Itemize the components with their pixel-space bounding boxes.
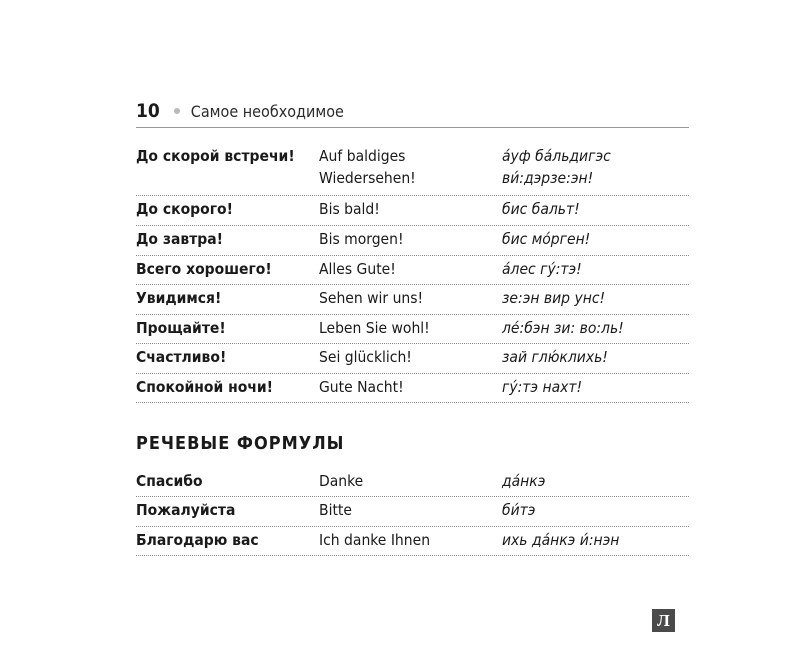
russian-phrase: Спокойной ночи! (136, 378, 274, 396)
transcription: гу́:тэ нахт! (502, 378, 583, 396)
german-phrase: Bitte (319, 501, 352, 519)
section-title: РЕЧЕВЫЕ ФОРМУЛЫ (136, 433, 345, 454)
russian-phrase: Всего хорошего! (136, 260, 272, 278)
transcription: зе:эн вир унс! (502, 289, 606, 307)
page-header (136, 100, 344, 124)
table-row (136, 226, 689, 256)
german-phrase: Sehen wir uns! (319, 289, 424, 307)
german-phrase: Bis morgen! (319, 230, 404, 248)
running-title: Самое необходимое (190, 102, 344, 121)
transcription: ле́:бэн зи: во:ль! (502, 319, 624, 337)
transcription-line2: ви́:дэрзе:эн! (502, 169, 594, 187)
table-row (136, 344, 689, 374)
german-phrase: Bis bald! (319, 200, 380, 218)
german-phrase: Ich danke Ihnen (319, 531, 431, 549)
header-bullet (174, 108, 180, 114)
russian-phrase: Спасибо (136, 472, 203, 490)
russian-phrase: Увидимся! (136, 289, 222, 307)
table-row (136, 285, 689, 315)
transcription: би́тэ (502, 501, 536, 519)
table-row (136, 374, 689, 403)
russian-phrase: Счастливо! (136, 348, 227, 366)
table-row (136, 143, 689, 196)
header-rule (136, 127, 689, 128)
german-phrase: Sei glücklich! (319, 348, 412, 366)
page-number: 10 (136, 100, 160, 122)
table-row (136, 497, 689, 527)
russian-phrase: Благодарю вас (136, 531, 259, 549)
transcription: бис бальт! (502, 200, 580, 218)
german-phrase: Alles Gute! (319, 260, 396, 278)
table-row (136, 196, 689, 226)
russian-phrase: До завтра! (136, 230, 224, 248)
transcription: бис мо́рген! (502, 230, 591, 248)
german-phrase: Leben Sie wohl! (319, 319, 430, 337)
russian-phrase: До скорого! (136, 200, 233, 218)
table-row (136, 315, 689, 344)
table-row (136, 527, 689, 556)
table-row (136, 256, 689, 285)
german-phrase-line2: Wiedersehen! (319, 169, 416, 187)
russian-phrase: Прощайте! (136, 319, 226, 337)
german-phrase: Danke (319, 472, 364, 490)
transcription: зай глю́клихь! (502, 348, 608, 366)
russian-phrase: До скорой встречи! (136, 147, 295, 165)
transcription: а́лес гу́:тэ! (502, 260, 582, 278)
transcription: да́нкэ (502, 472, 546, 490)
russian-phrase: Пожалуйста (136, 501, 236, 519)
german-phrase: Gute Nacht! (319, 378, 404, 396)
table-row (136, 468, 689, 497)
transcription: ихь да́нкэ и́:нэн (502, 531, 620, 549)
publisher-logo: Л (652, 609, 675, 632)
german-phrase: Auf baldiges (319, 147, 406, 165)
transcription: а́уф ба́льдигэс (502, 147, 611, 165)
